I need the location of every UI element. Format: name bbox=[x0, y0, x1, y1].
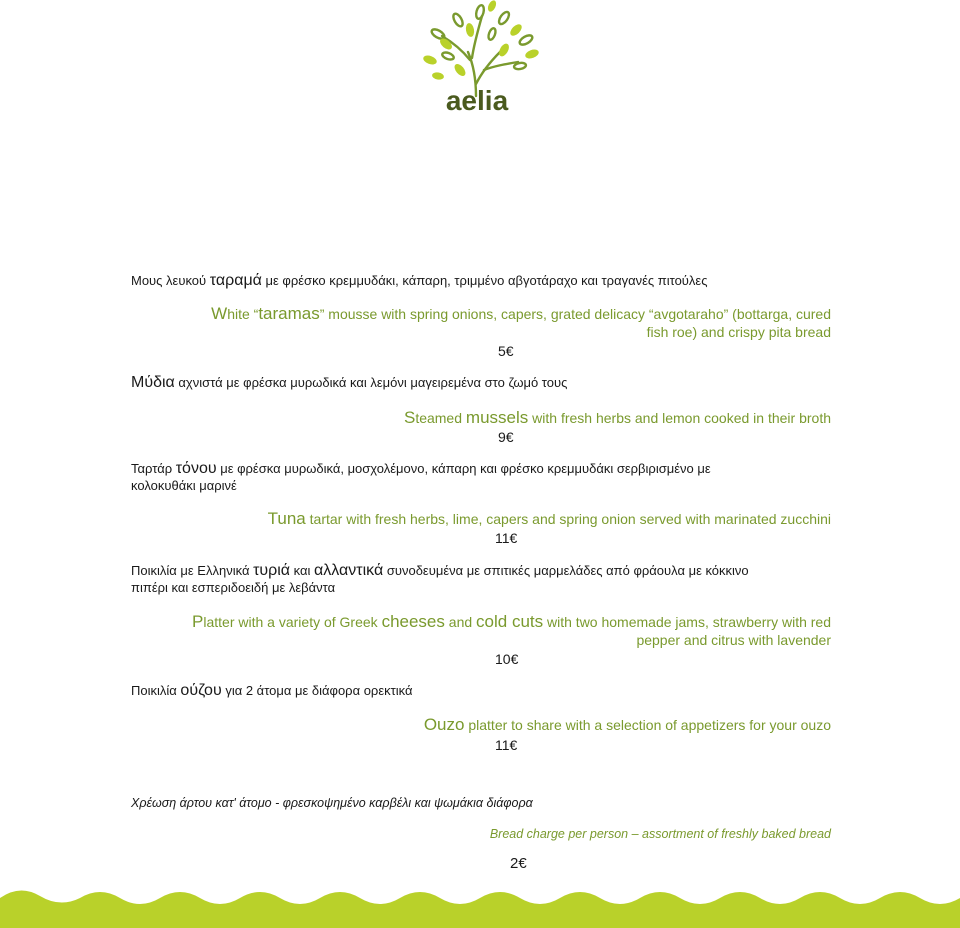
item-price: 9€ bbox=[498, 429, 514, 445]
item-english-description: Steamed mussels with fresh herbs and lemon cooked in their broth bbox=[403, 408, 831, 427]
brand-name: aelia bbox=[445, 85, 509, 116]
item-english-description: Ouzo platter to share with a selection of appetizers for your ouzo bbox=[423, 715, 831, 734]
item-greek-description: Ταρτάρ τόνου με φρέσκα μυρωδικά, μοσχολέμονο, κάπαρη και φρέσκο κρεμμυδάκι σερβιρισμένο με κολοκυθάκι μαρινέ bbox=[131, 460, 711, 493]
aelia-logo bbox=[408, 0, 558, 118]
item-price: 11€ bbox=[495, 530, 518, 546]
item-price: 11€ bbox=[495, 737, 518, 753]
bread-charge-greek: Χρέωση άρτου κατ' άτομο - φρεσκοψημένο καρβέλι και ψωμάκια διάφορα bbox=[131, 796, 533, 810]
bread-price: 2€ bbox=[510, 855, 527, 872]
decorative-wave-border bbox=[0, 880, 960, 928]
item-greek-description: Μους λευκού ταραμά με φρέσκο κρεμμυδάκι, κάπαρη, τριμμένο αβγοτάραχο και τραγανές πιτούλες bbox=[131, 272, 708, 289]
item-greek-description: Ποικιλία με Ελληνικά τυριά και αλλαντικά συνοδευμένα με σπιτικές μαρμελάδες από φράουλα με κόκκινο πιπέρι και εσπεριδοειδή με λεβάντα bbox=[131, 562, 749, 595]
item-price: 5€ bbox=[498, 343, 514, 359]
item-greek-description: Μύδια αχνιστά με φρέσκα μυρωδικά και λεμόνι μαγειρεμένα στο ζωμό τους bbox=[131, 374, 568, 391]
bread-charge-english: Bread charge per person – assortment of freshly baked bread bbox=[489, 827, 831, 841]
item-english-description: Platter with a variety of Greek cheeses and cold cuts with two homemade jams, strawberry with red pepper and citrus with lavender bbox=[192, 612, 831, 648]
item-english-description: Tuna tartar with fresh herbs, lime, capers and spring onion served with marinated zucchini bbox=[267, 509, 831, 528]
item-greek-description: Ποικιλία ούζου για 2 άτομα με διάφορα ορεκτικά bbox=[131, 682, 413, 699]
olive-tree-icon bbox=[430, 4, 534, 96]
item-price: 10€ bbox=[495, 651, 519, 667]
item-english-description: White “taramas” mousse with spring onions, capers, grated delicacy “avgotaraho” (bottarga, cured fish roe) and crispy pita bread bbox=[211, 304, 831, 340]
